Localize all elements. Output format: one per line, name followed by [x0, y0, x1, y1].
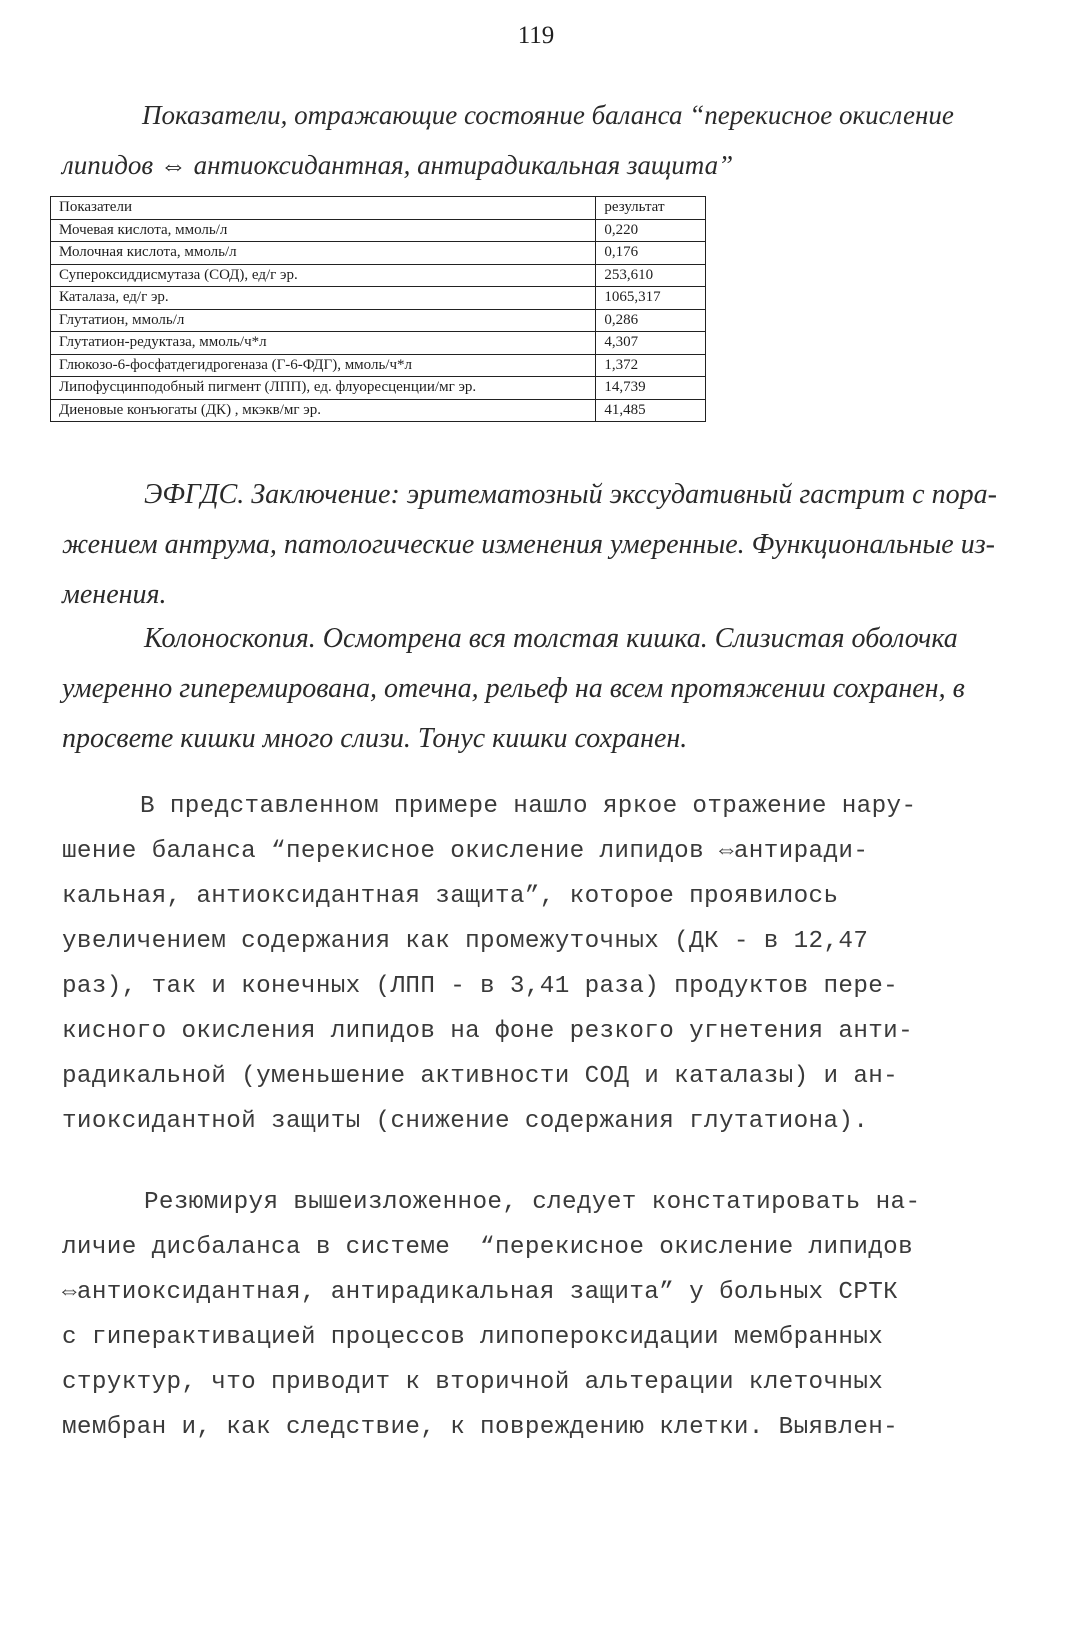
table-row: [51, 399, 706, 422]
table-row: [51, 242, 706, 265]
row-value: 0,286: [596, 309, 706, 332]
row-name: Глутатион-редуктаза, ммоль/ч*л: [51, 332, 596, 355]
body-paragraph-2: [62, 1180, 1042, 1450]
row-value: 0,176: [596, 242, 706, 265]
text-line: личие дисбаланса в системе “перекисное окисление липидов: [62, 1234, 914, 1261]
text-line: жением антрума, патологические изменения умеренные. Функциональные из-: [62, 529, 995, 560]
row-value: 253,610: [596, 264, 706, 287]
text-line: тиоксидантной защиты (снижение содержания глутатиона).: [62, 1108, 869, 1135]
caption-line: липидов ⇔ антиоксидантная, антирадикальная защита”: [62, 150, 734, 180]
text-line: радикальной (уменьшение активности СОД и каталазы) и ан-: [62, 1063, 899, 1090]
header-indicator: Показатели: [51, 197, 596, 220]
row-value: 14,739: [596, 377, 706, 400]
text-line: структур, что приводит к вторичной альтерации клеточных: [62, 1369, 884, 1396]
row-value: 41,485: [596, 399, 706, 422]
table-row: [51, 264, 706, 287]
caption-line: Показатели, отражающие состояние баланса “перекисное окисление: [142, 100, 954, 130]
text-line: шение баланса “перекисное окисление липидов ⇔антиради-: [62, 838, 869, 865]
text-line: умеренно гиперемирована, отечна, рельеф на всем протяжении сохранен, в: [62, 673, 965, 704]
row-name: Глутатион, ммоль/л: [51, 309, 596, 332]
table-row: [51, 377, 706, 400]
page-number: 119: [517, 22, 555, 49]
text-line: кисного окисления липидов на фоне резкого угнетения анти-: [62, 1018, 914, 1045]
text-line: Колоноскопия. Осмотрена вся толстая кишка. Слизистая оболочка: [144, 623, 958, 654]
colonoscopy-report: [62, 614, 1022, 764]
table-row: [51, 287, 706, 310]
row-value: 1065,317: [596, 287, 706, 310]
text-line: раз), так и конечных (ЛПП - в 3,41 раза) продуктов пере-: [62, 973, 899, 1000]
row-name: Липофусцинподобный пигмент (ЛПП), ед. флуоресценции/мг эр.: [51, 377, 596, 400]
text-line: ⇔антиоксидантная, антирадикальная защита” у больных СРТК: [62, 1279, 899, 1306]
results-table: [50, 196, 706, 422]
table-row: [51, 354, 706, 377]
table-header-row: [51, 197, 706, 220]
row-value: 0,220: [596, 219, 706, 242]
row-name: Мочевая кислота, ммоль/л: [51, 219, 596, 242]
text-line: с гиперактивацией процессов липопероксидации мембранных: [62, 1324, 884, 1351]
text-line: кальная, антиоксидантная защита”, которое проявилось: [62, 883, 839, 910]
row-name: Глюкозо-6-фосфатдегидрогеназа (Г-6-ФДГ), ммоль/ч*л: [51, 354, 596, 377]
text-line: мембран и, как следствие, к повреждению клетки. Выявлен-: [62, 1414, 899, 1441]
table-row: [51, 309, 706, 332]
text-line: менения.: [62, 579, 167, 610]
text-line: Резюмируя вышеизложенное, следует констатировать на-: [144, 1189, 921, 1216]
body-paragraph-1: [62, 784, 1042, 1144]
header-result: результат: [596, 197, 706, 220]
row-name: Молочная кислота, ммоль/л: [51, 242, 596, 265]
table-row: [51, 332, 706, 355]
row-value: 1,372: [596, 354, 706, 377]
text-line: увеличением содержания как промежуточных (ДК - в 12,47: [62, 928, 869, 955]
row-name: Каталаза, ед/г эр.: [51, 287, 596, 310]
table-caption: [62, 90, 1022, 190]
table-row: [51, 219, 706, 242]
row-value: 4,307: [596, 332, 706, 355]
egds-conclusion: [62, 470, 1022, 620]
text-line: ЭФГДС. Заключение: эритематозный экссудативный гастрит с пора-: [144, 479, 997, 510]
text-line: просвете кишки много слизи. Тонус кишки сохранен.: [62, 723, 688, 754]
text-line: В представленном примере нашло яркое отражение нару-: [140, 793, 917, 820]
row-name: Супероксиддисмутаза (СОД), ед/г эр.: [51, 264, 596, 287]
row-name: Диеновые конъюгаты (ДК) , мкэкв/мг эр.: [51, 399, 596, 422]
